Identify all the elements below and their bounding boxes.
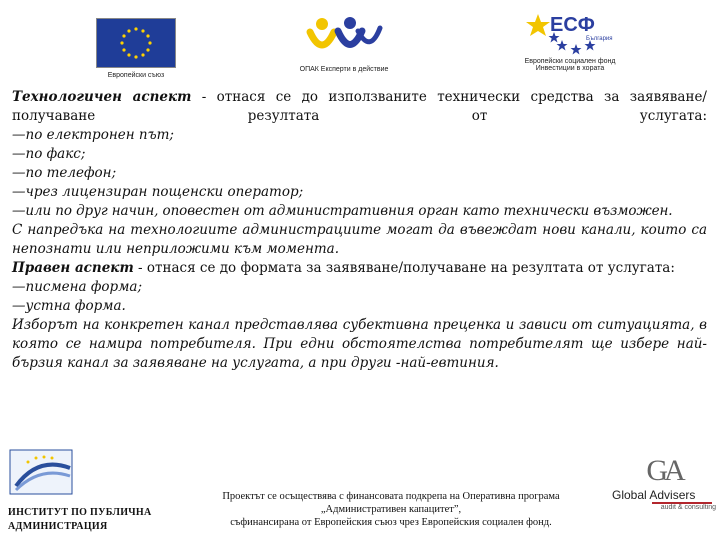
ga-name: Global Advisers — [612, 488, 696, 502]
legal-definition: - отнася се до формата за заявяване/получаване на резултата от услугата: — [133, 260, 675, 276]
esf-caption-1: Европейски социален фонд — [524, 58, 616, 65]
eu-flag-icon — [96, 18, 176, 68]
ipa-logo — [8, 448, 168, 534]
legal-item-oral: —устна форма. — [12, 298, 126, 314]
opak-people-icon — [288, 14, 400, 58]
esf-logo — [510, 10, 630, 72]
eu-caption: Европейски съюз — [107, 72, 165, 79]
technological-definition: - отнася се до използваните технически средства за заявяване/получаване резултата от услугата: — [12, 89, 707, 124]
funding-note — [160, 490, 622, 529]
term-technological: Технологичен аспект — [12, 89, 192, 105]
esf-title: ЕСФ — [550, 14, 595, 36]
ga-subtitle: audit & consulting — [660, 504, 716, 511]
paragraph-channel-choice: Изборът на конкретен канал представлява субективна преценка и зависи от ситуацията, в която се намира потребителя. При едни обстоятелства потребителят ще избере най-бързия канал за заявяване на услугата, а при други -най-евтиния. — [12, 317, 707, 371]
funding-note-line1: Проектът се осъществява с финансовата подкрепа на Оперативна програма — [222, 491, 560, 502]
esf-caption-2: Инвестиции в хората — [535, 65, 605, 72]
ipa-name-line1: ИНСТИТУТ ПО ПУБЛИЧНА — [8, 507, 152, 518]
main-content — [12, 88, 707, 373]
tech-item-electronic: —по електронен път; — [12, 127, 174, 143]
paragraph-new-channels: С напредъка на технологиите администрациите могат да въвеждат нови канали, които са непознати или неприложими към момента. — [12, 222, 707, 257]
tech-item-postal: —чрез лицензиран пощенски оператор; — [12, 184, 304, 200]
paragraph-technological — [12, 88, 707, 126]
eu-logo — [96, 18, 176, 79]
paragraph-legal — [12, 259, 707, 278]
ipa-emblem-icon — [8, 448, 78, 498]
ipa-name-line2: АДМИНИСТРАЦИЯ — [8, 521, 108, 532]
ga-mark: GA — [646, 454, 682, 487]
term-legal: Правен аспект — [12, 260, 134, 276]
funding-note-line3: съфинансирана от Европейския съюз чрез Европейския социален фонд. — [230, 517, 552, 528]
funding-note-line2: „Административен капацитет”, — [320, 504, 462, 515]
global-advisers-logo — [612, 456, 716, 511]
tech-item-fax: —по факс; — [12, 146, 86, 162]
esf-country: България — [586, 36, 613, 42]
opak-logo — [288, 14, 400, 73]
eu-stars-icon — [97, 19, 175, 67]
tech-item-other: —или по друг начин, оповестен от административния орган като технически възможен. — [12, 203, 673, 219]
legal-item-written: —писмена форма; — [12, 279, 142, 295]
opak-caption: ОПАК Експерти в действие — [299, 66, 389, 73]
tech-item-phone: —по телефон; — [12, 165, 117, 181]
